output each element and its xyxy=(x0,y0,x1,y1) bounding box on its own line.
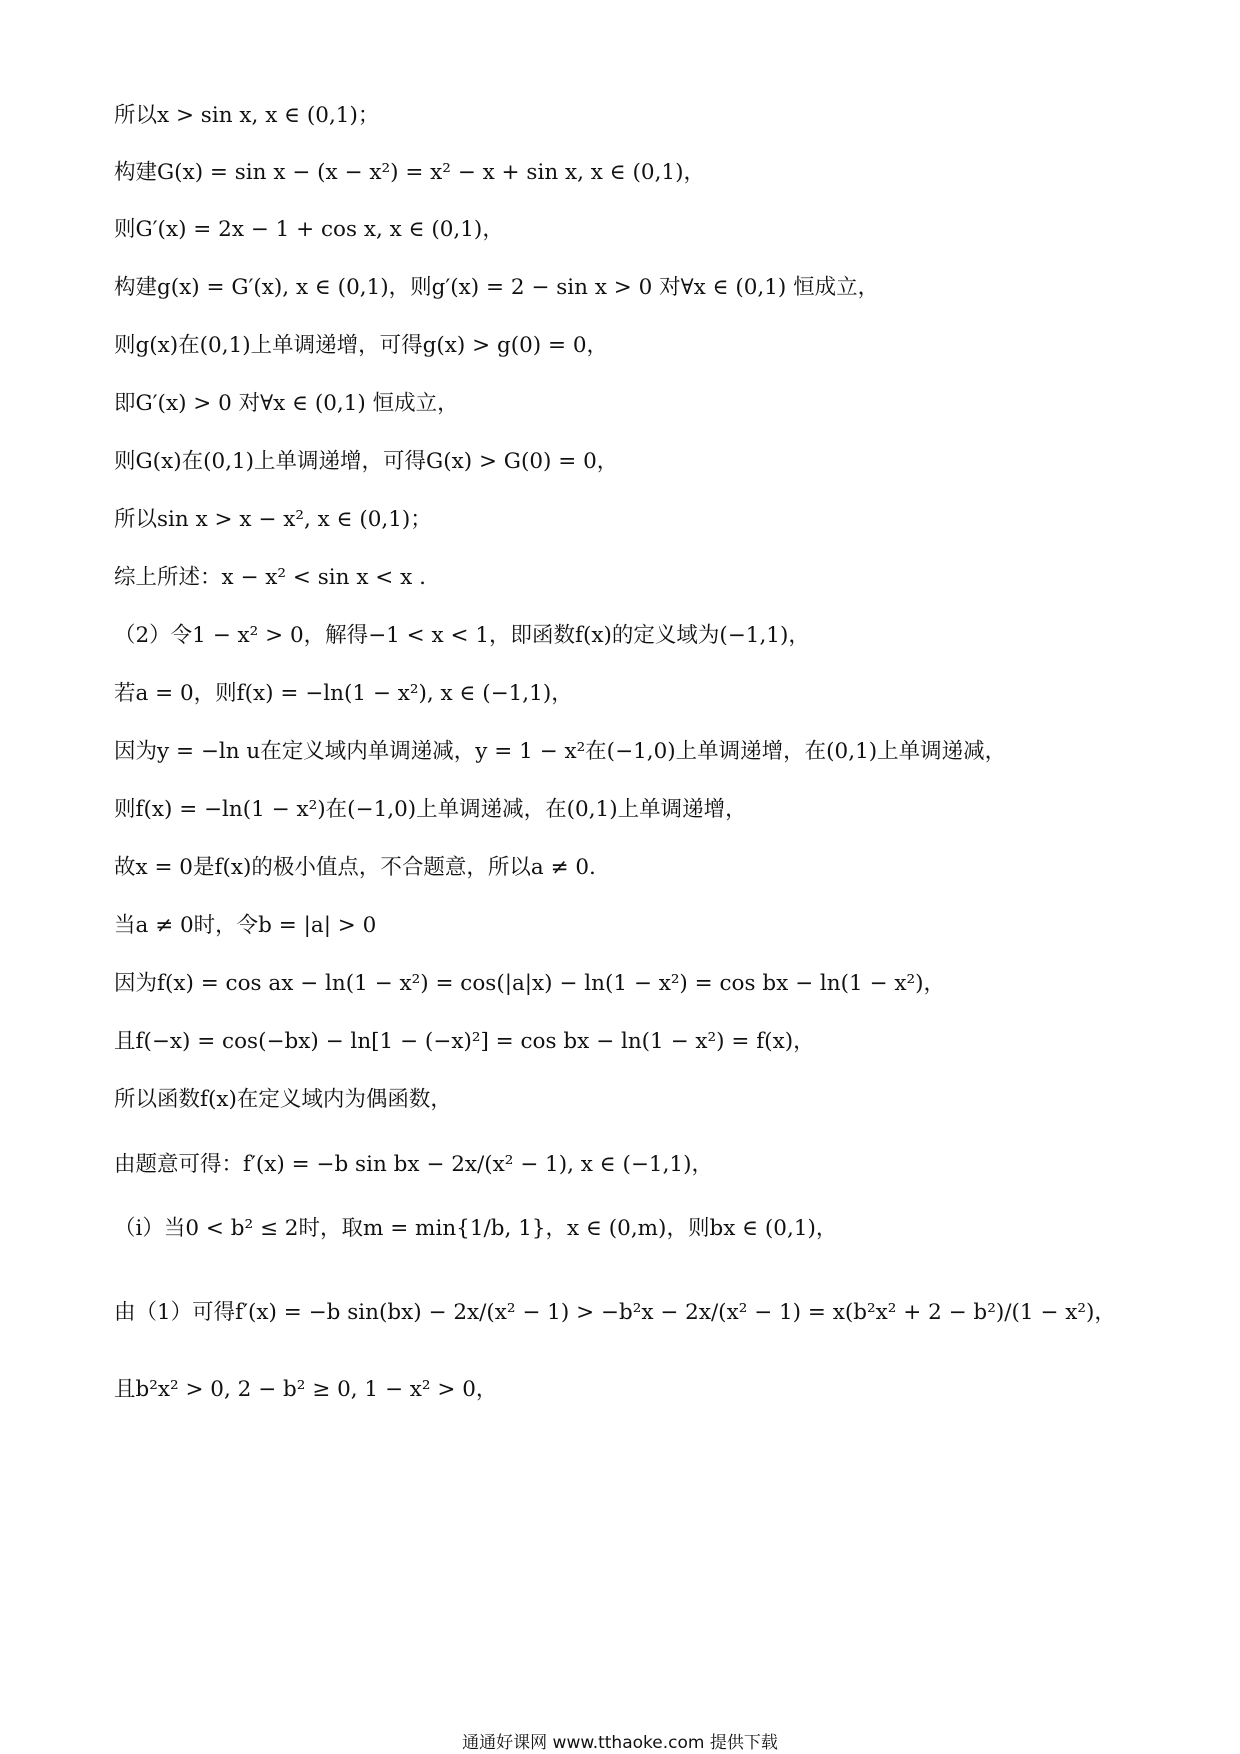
footer-watermark: 通通好课网 www.tthaoke.com 提供下载 xyxy=(462,1733,778,1753)
text-line: 且b²x² > 0, 2 − b² ≥ 0, 1 − x² > 0， xyxy=(114,1377,498,1402)
text-line: 则g(x)在(0,1)上单调递增，可得g(x) > g(0) = 0， xyxy=(114,333,609,358)
text-line: 构建g(x) = G′(x), x ∈ (0,1)，则g′(x) = 2 − sin x > 0 对∀x ∈ (0,1) 恒成立， xyxy=(114,275,880,300)
text-line: 由（1）可得f′(x) = −b sin(bx) − 2x/(x² − 1) > −b²x − 2x/(x² − 1) = x(b²x² + 2 − b²)/(1 − x²)， xyxy=(114,1300,1116,1325)
text-line: 所以x > sin x, x ∈ (0,1)； xyxy=(114,103,380,128)
text-line: 即G′(x) > 0 对∀x ∈ (0,1) 恒成立， xyxy=(114,391,459,416)
text-line: 由题意可得：f′(x) = −b sin bx − 2x/(x² − 1), x ∈ (−1,1)， xyxy=(114,1152,713,1177)
text-line: 当a ≠ 0时，令b = |a| > 0 xyxy=(114,913,377,938)
text-line: 若a = 0，则f(x) = −ln(1 − x²), x ∈ (−1,1)， xyxy=(114,681,573,706)
text-line: 因为f(x) = cos ax − ln(1 − x²) = cos(|a|x) − ln(1 − x²) = cos bx − ln(1 − x²)， xyxy=(114,971,946,996)
text-line: 因为y = −ln u在定义域内单调递减，y = 1 − x²在(−1,0)上单调递增，在(0,1)上单调递减， xyxy=(114,739,1007,764)
text-line: 故x = 0是f(x)的极小值点，不合题意，所以a ≠ 0. xyxy=(114,855,596,880)
text-line: 则G(x)在(0,1)上单调递增，可得G(x) > G(0) = 0， xyxy=(114,449,619,474)
text-line: 所以函数f(x)在定义域内为偶函数， xyxy=(114,1087,452,1112)
text-line: 且f(−x) = cos(−bx) − ln[1 − (−x)²] = cos bx − ln(1 − x²) = f(x)， xyxy=(114,1029,815,1054)
text-line: 综上所述：x − x² < sin x < x . xyxy=(114,565,426,590)
text-line: 则G′(x) = 2x − 1 + cos x, x ∈ (0,1)， xyxy=(114,217,504,242)
text-line: （2）令1 − x² > 0，解得−1 < x < 1，即函数f(x)的定义域为(−1,1)， xyxy=(114,623,810,648)
text-line: 则f(x) = −ln(1 − x²)在(−1,0)上单调递减，在(0,1)上单调递增， xyxy=(114,797,747,822)
text-line: 所以sin x > x − x², x ∈ (0,1)； xyxy=(114,507,432,532)
text-line: 构建G(x) = sin x − (x − x²) = x² − x + sin x, x ∈ (0,1)， xyxy=(114,160,705,185)
text-line: （i）当0 < b² ≤ 2时，取m = min{1/b, 1}，x ∈ (0,m)，则bx ∈ (0,1)， xyxy=(114,1216,838,1241)
